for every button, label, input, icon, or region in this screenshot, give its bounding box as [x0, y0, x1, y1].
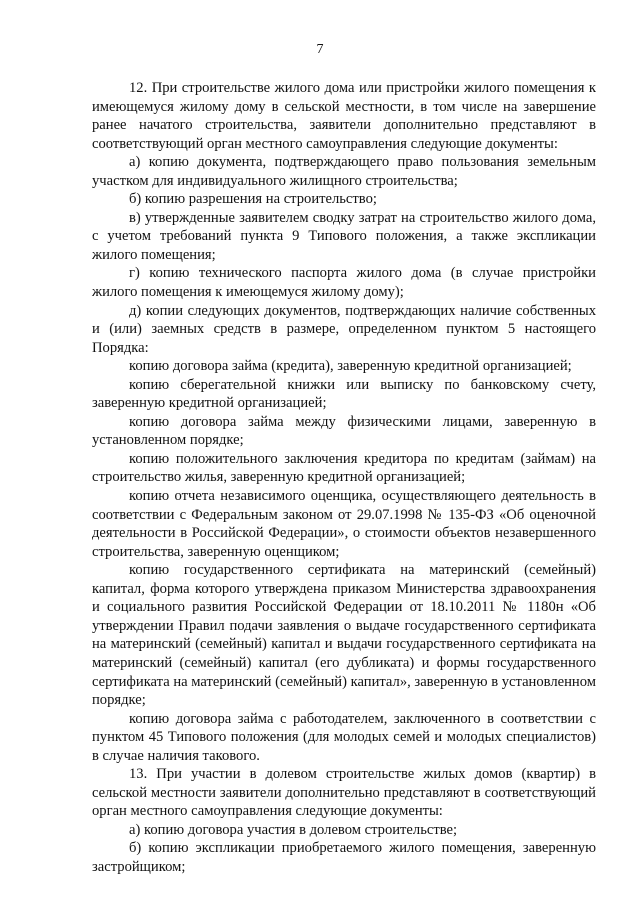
document-body — [92, 79, 596, 877]
paragraph-12-intro: 12. При строительстве жилого дома или пристройки жилого помещения к имеющемуся жилому дому в сельской местности, в том числе на завершение ранее начатого строительства, заявители дополнительно представляют в соответствующий орган местного самоуправления следующие документы: — [92, 80, 596, 152]
list-item-private-loan: копию договора займа между физическими лицами, заверенную в установленном порядке; — [92, 413, 596, 449]
list-item-maternity-capital: копию государственного сертификата на материнский (семейный) капитал, форма которого утверждена приказом Министерства здравоохранения и социального развития Российской Федерации от 18.10.2011 № 1180н «Об утверждении Правил подачи заявления о выдаче государственного сертификата на материнский (семейный) капитал и выдачи государственного сертификата на материнский (семейный) капитал (его дубликата) и формы государственного сертификата на материнский (семейный) капитал», заверенную в установленном порядке; — [92, 562, 596, 709]
list-item-creditor-conclusion: копию положительного заключения кредитора по кредитам (займам) на строительство жилья, заверенную кредитной организацией; — [92, 450, 596, 486]
list-item-loan-agreement: копию договора займа (кредита), заверенную кредитной организацией; — [129, 358, 572, 375]
page-number: 7 — [316, 42, 324, 57]
item-d-funds-documents: д) копии следующих документов, подтверждающих наличие собственных и (или) заемных средств в размере, определенном пунктом 5 настоящего Порядка: — [92, 302, 596, 356]
item-a-shared-construction-contract: а) копию договора участия в долевом строительстве; — [129, 821, 458, 838]
list-item-employer-loan: копию договора займа с работодателем, заключенного в соответствии с пунктом 45 Типового положения (для молодых семей и молодых специалистов) в случае наличия такового. — [92, 710, 596, 764]
paragraph-13-intro: 13. При участии в долевом строительстве жилых домов (квартир) в сельской местности заявители дополнительно представляют в соответствующий орган местного самоуправления следующие документы: — [92, 766, 596, 820]
item-b-explication: б) копию экспликации приобретаемого жилого помещения, заверенную застройщиком; — [92, 840, 596, 875]
list-item-appraiser-report: копию отчета независимого оценщика, осуществляющего деятельность в соответствии с Федеральным законом от 29.07.1998 № 135-ФЗ «Об оценочной деятельности в Российской Федерации», о стоимости объектов незавершенного строительства, заверенную оценщиком; — [92, 488, 596, 560]
item-g-technical-passport: г) копию технического паспорта жилого дома (в случае пристройки жилого помещения к имеющемуся жилому дому); — [92, 265, 596, 301]
item-a-land-document: а) копию документа, подтверждающего право пользования земельным участком для индивидуального жилищного строительства; — [92, 154, 596, 189]
item-b-building-permit: б) копию разрешения на строительство; — [129, 191, 377, 208]
item-v-cost-summary: в) утвержденные заявителем сводку затрат на строительство жилого дома, с учетом требований пункта 9 Типового положения, а также экспликации жилого помещения; — [92, 209, 596, 263]
list-item-savings-book: копию сберегательной книжки или выписку по банковскому счету, заверенную кредитной организацией; — [92, 376, 596, 412]
